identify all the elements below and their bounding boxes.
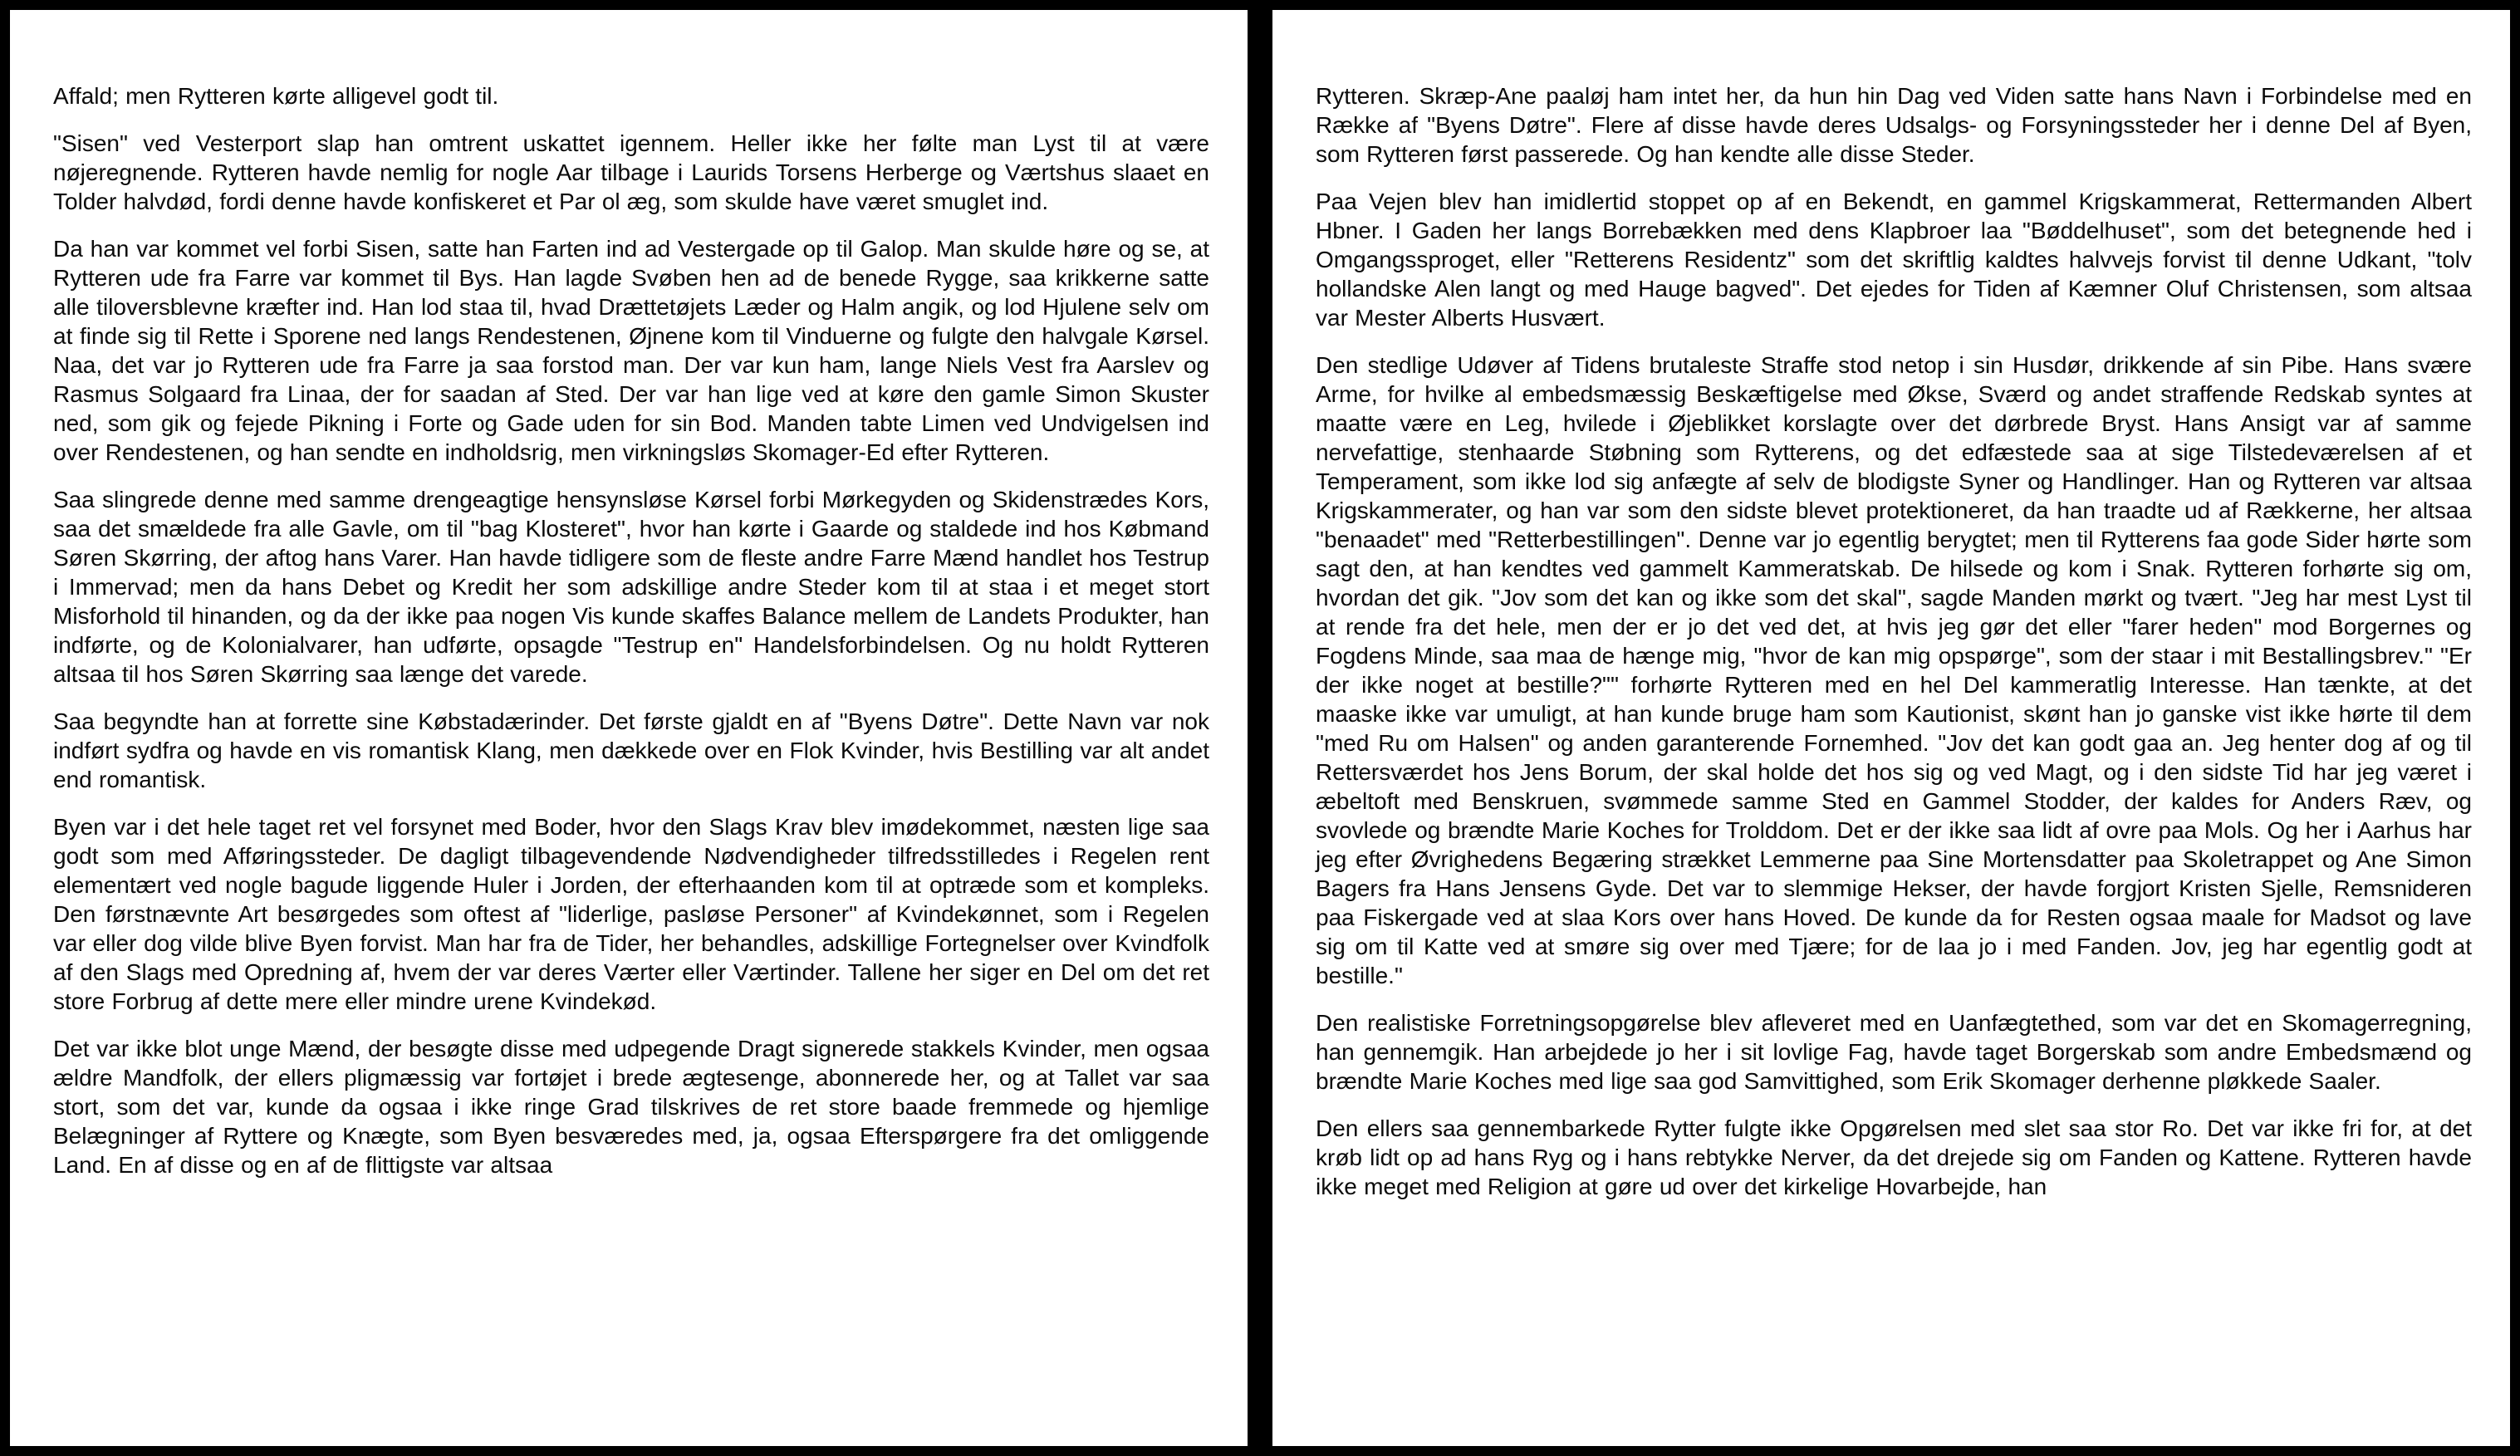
paragraph: Da han var kommet vel forbi Sisen, satte han Farten ind ad Vestergade op til Galop. Man skulde høre og se, at Rytteren ude fra Farre var kommet til Bys. Han lagde Svøben hen ad de benede Rygge, saa krikkerne satte alle tiloversblevne kræfter ind. Han lod staa til, hvad Drættetøjets Læder og Halm angik, og lod Hjulene selv om at finde sig til Rette i Sporene ned langs Rendestenen, Øjnene kom til Vinduerne og fulgte den halvgale Kørsel. Naa, det var jo Rytteren ude fra Farre ja saa forstod man. Der var kun ham, lange Niels Vest fra Aarslev og Rasmus Solgaard fra Linaa, der for saadan af Sted. Der var han lige ved at køre den gamle Simon Skuster ned, som gik og fejede Pikning i Forte og Gade uden for sin Bod. Manden tabte Limen ved Undvigelsen ind over Rendestenen, og han sendte en indholdsrig, men virkningsløs Skomager-Ed efter Rytteren. [53, 236, 1209, 465]
left-page [10, 10, 1248, 1446]
paragraph: Den stedlige Udøver af Tidens brutaleste Straffe stod netop i sin Husdør, drikkende af sin Pibe. Hans svære Arme, for hvilke al embedsmæssig Beskæftigelse med Økse, Sværd og andet straffende Redskab syntes at maatte være en Leg, hvilede i Øjeblikket korslagte over det dørbrede Bryst. Hans Ansigt var af samme nervefattige, stenhaarde Støbning som Rytterens, og det edfæstede saa at sige Tilstedeværelsen af et Temperament, som ikke lod sig anfægte af selv de blodigste Syner og Handlinger. Han og Rytteren var altsaa Krigskammerater, og han var som den sidste blevet protektioneret, da han traadte ud af Rækkerne, her altsaa "benaadet" med "Retterbestillingen". Denne var jo egentlig berygtet; men til Rytterens faa gode Sider hørte som sagt den, at han kendtes ved gammelt Kammeratskab. De hilsede og kom i Snak. Rytteren forhørte sig om, hvordan det gik. "Jov som det kan og ikke som det skal", sagde Manden mørkt og tvært. "Jeg har mest Lyst til at rende fra det hele, men der er jo det ved det, at hvis jeg gør det eller "farer heden" mod Borgernes og Fogdens Minde, saa maa de hænge mig, "hvor de kan mig opspørge", som der staar i mit Bestallingsbrev." "Er der ikke noget at bestille?"" forhørte Rytteren med en hel Del kammeratlig Interesse. Han tænkte, at det maaske ikke var umuligt, at han kunde bruge ham som Kautionist, skønt han jo ganske vist ikke hørte til dem "med Ru om Halsen" og anden garanterende Fornemhed. "Jov det kan godt gaa an. Jeg henter dog af og til Rettersværdet hos Jens Borum, der skal holde det hos sig og ved Magt, og i den sidste Tid har jeg været i æbeltoft med Benskruen, svømmede samme Sted en Gammel Stodder, der kaldes for Anders Ræv, og svovlede og brændte Marie Koches for Trolddom. Det er der ikke saa lidt af ovre paa Mols. Og her i Aarhus har jeg efter Øvrighedens Begæring strækket Lemmerne paa Sine Mortensdatter paa Skoletrappet og Ane Simon Bagers fra Hans Jensens Gyde. Det var to slemmige Hekser, der havde forgjort Kristen Sjelle, Remsnideren paa Fiskergade ved at slaa Kors over hans Hoved. De kunde da for Resten ogsaa maale for Madsot og lave sig om til Katte ved at smøre sig over med Tjære; for de laa jo i med Fanden. Jov, jeg har egentlig godt at bestille." [1316, 352, 2472, 988]
paragraph: Saa begyndte han at forrette sine Købstadærinder. Det første gjaldt en af "Byens Døtre". Dette Navn var nok indført sydfra og havde en vis romantisk Klang, men dækkede over en Flok Kvinder, hvis Bestilling var alt andet end romantisk. [53, 708, 1209, 792]
paragraph: Den realistiske Forretningsopgørelse blev afleveret med en Uanfægtethed, som var det en Skomagerregning, han gennemgik. Han arbejdede jo her i sit lovlige Fag, havde taget Borgerskab som andre Embedsmænd og brændte Marie Koches med lige saa god Samvittighed, som Erik Skomager derhenne pløkkede Saaler. [1316, 1010, 2472, 1094]
paragraph: "Sisen" ved Vesterport slap han omtrent uskattet igennem. Heller ikke her følte man Lyst til at være nøjeregnende. Rytteren havde nemlig for nogle Aar tilbage i Laurids Torsens Herberge og Værtshus slaaet en Tolder halvdød, fordi denne havde konfiskeret et Par ol æg, som skulde have været smuglet ind. [53, 130, 1209, 214]
paragraph: Den ellers saa gennembarkede Rytter fulgte ikke Opgørelsen med slet saa stor Ro. Det var ikke fri for, at det krøb lidt op ad hans Ryg og i hans rebtykke Nerver, da det drejede sig om Fanden og Kattene. Rytteren havde ikke meget med Religion at gøre ud over det kirkelige Hovarbejde, han [1316, 1115, 2472, 1199]
paragraph: Byen var i det hele taget ret vel forsynet med Boder, hvor den Slags Krav blev imødekommet, næsten lige saa godt som med Afføringssteder. De dagligt tilbagevendende Nødvendigheder tilfredsstilledes i Regelen rent elementært ved nogle bagude liggende Huler i Jorden, der efterhaanden kom til at optræde som et kompleks. Den førstnævnte Art besørgedes som oftest af "liderlige, pasløse Personer" af Kvindekønnet, som i Regelen var eller dog vilde blive Byen forvist. Man har fra de Tider, her behandles, adskillige Fortegnelser over Kvindfolk af den Slags med Opredning af, hvem der var deres Værter eller Værtinder. Tallene her siger en Del om det ret store Forbrug af dette mere eller mindre urene Kvindekød. [53, 814, 1209, 1014]
paragraph: Rytteren. Skræp-Ane paaløj ham intet her, da hun hin Dag ved Viden satte hans Navn i Forbindelse med en Række af "Byens Døtre". Flere af disse havde deres Udsalgs- og Forsyningssteder her i denne Del af Byen, som Rytteren først passerede. Og han kendte alle disse Steder. [1316, 83, 2472, 167]
right-page [1272, 10, 2510, 1446]
paragraph: Paa Vejen blev han imidlertid stoppet op af en Bekendt, en gammel Krigskammerat, Rettermanden Albert Hbner. I Gaden her langs Borrebækken med dens Klapbroer laa "Bøddelhuset", som det betegnende hed i Omgangssproget, eller "Retterens Residentz" som det skriftlig kaldtes halvvejs forvist til denne Udkant, "tolv hollandske Alen langt og med Hauge bagved". Det ejedes for Tiden af Kæmner Oluf Christensen, som altsaa var Mester Alberts Husvært. [1316, 189, 2472, 331]
paragraph: Saa slingrede denne med samme drengeagtige hensynsløse Kørsel forbi Mørkegyden og Skidenstrædes Kors, saa det smældede fra alle Gavle, om til "bag Klosteret", hvor han kørte i Gaarde og staldede ind hos Købmand Søren Skørring, der aftog hans Varer. Han havde tidligere som de fleste andre Farre Mænd handlet hos Testrup i Immervad; men da hans Debet og Kredit her som adskillige andre Steder kom til at staa i et meget stort Misforhold til hinanden, og da der ikke paa nogen Vis kunde skaffes Balance mellem de Landets Produkter, han indførte, og de Kolonialvarer, han udførte, opsagde "Testrup en" Handelsforbindelsen. Og nu holdt Rytteren altsaa til hos Søren Skørring saa længe det varede. [53, 487, 1209, 687]
paragraph: Affald; men Rytteren kørte alligevel godt til. [53, 83, 499, 109]
paragraph: Det var ikke blot unge Mænd, der besøgte disse med udpegende Dragt signerede stakkels Kvinder, men ogsaa ældre Mandfolk, der ellers pligmæssig var fortøjet i brede ægtesenge, abonnerede her, og at Tallet var saa stort, som det var, kunde da ogsaa i ikke ringe Grad tilskrives de ret store baade fremmede og hjemlige Belægninger af Ryttere og Knægte, som Byen besværedes med, ja, ogsaa Efterspørgere fra det omliggende Land. En af disse og en af de flittigste var altsaa [53, 1036, 1209, 1178]
